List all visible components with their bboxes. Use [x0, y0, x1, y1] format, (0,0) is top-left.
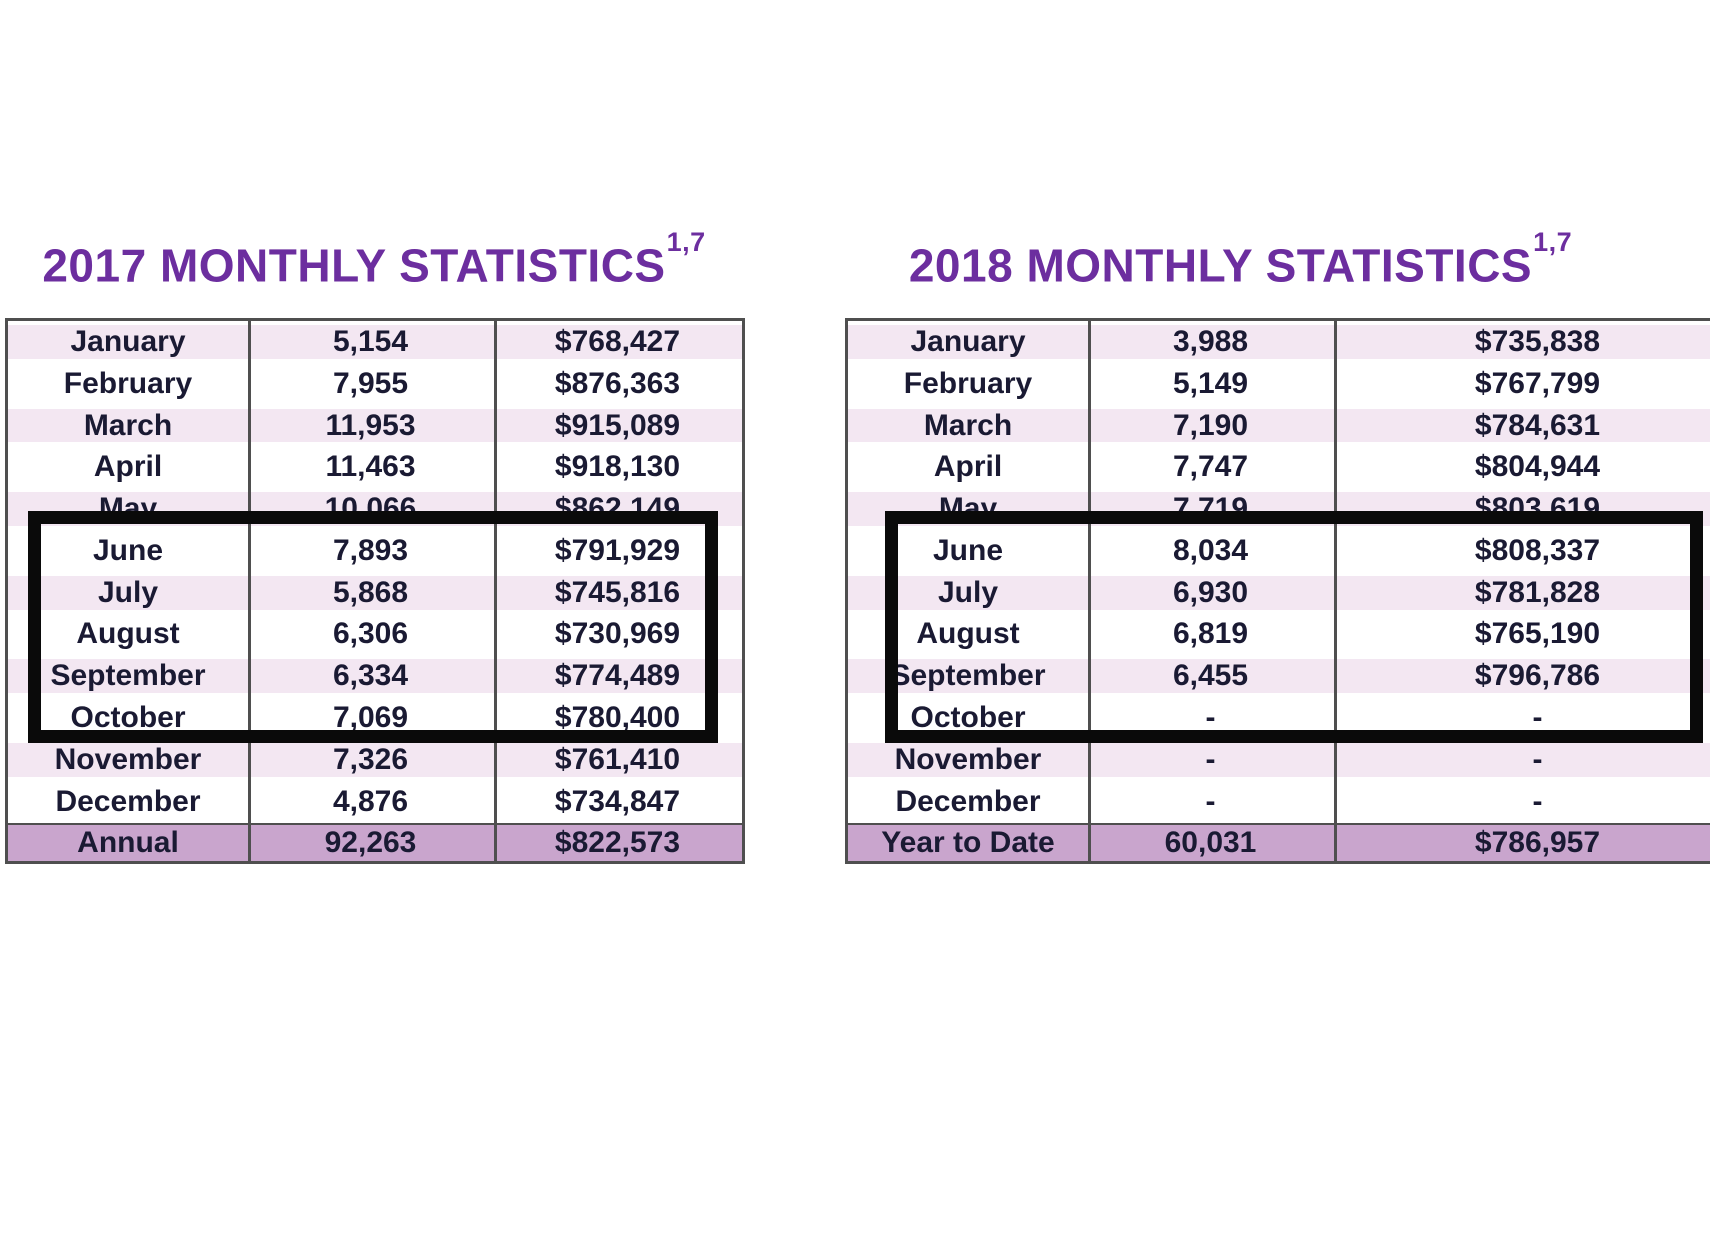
count-cell: 6,334 [332, 659, 409, 693]
count-cell: 11,463 [325, 450, 416, 484]
value-cell: $768,427 [554, 325, 681, 358]
count-cell: 7,719 [1172, 492, 1249, 526]
value-cell: $735,838 [1474, 325, 1601, 358]
table-footer-row [8, 823, 742, 861]
value-cell: $781,828 [1474, 575, 1601, 609]
month-cell: December [895, 784, 1041, 818]
month-cell: Annual [77, 825, 179, 859]
count-cell: 5,154 [332, 325, 409, 358]
month-cell: March [923, 408, 1013, 442]
month-cell: February [903, 366, 1033, 400]
value-cell: $796,786 [1474, 659, 1601, 693]
month-cell: September [50, 659, 206, 693]
count-cell: 60,031 [1164, 825, 1257, 859]
month-cell: November [54, 742, 202, 776]
table-row [848, 655, 1710, 697]
month-cell: January [70, 325, 186, 358]
month-cell: July [937, 575, 999, 609]
title-footnote-superscript: 1,7 [666, 227, 706, 257]
count-cell: 7,069 [332, 701, 409, 735]
count-cell: - [1205, 742, 1216, 776]
table-row [848, 446, 1710, 488]
column-divider [1334, 321, 1337, 861]
table-row [848, 781, 1710, 823]
count-cell: 5,868 [332, 575, 409, 609]
count-cell: 6,306 [332, 617, 409, 651]
value-cell: $786,957 [1474, 825, 1601, 859]
column-divider [494, 321, 497, 861]
count-cell: 4,876 [332, 784, 409, 818]
title-2018-monthly-statistics [845, 226, 1635, 292]
count-cell: 7,955 [332, 366, 409, 400]
table-row [8, 363, 742, 405]
stats-table-2018 [845, 318, 1710, 864]
count-cell: 3,988 [1172, 325, 1249, 358]
title-text: 2017 MONTHLY STATISTICS [42, 239, 666, 292]
value-cell: $862,149 [554, 492, 681, 526]
table-row [848, 488, 1710, 530]
month-cell: August [916, 617, 1020, 651]
table-row [848, 697, 1710, 739]
month-cell: May [98, 492, 158, 526]
count-cell: 6,930 [1172, 575, 1249, 609]
month-cell: October [910, 701, 1026, 735]
title-footnote-superscript: 1,7 [1533, 227, 1573, 257]
value-cell: - [1532, 701, 1543, 735]
table-row [848, 405, 1710, 447]
value-cell: - [1532, 784, 1543, 818]
value-cell: $780,400 [554, 701, 681, 735]
table-row [848, 739, 1710, 781]
count-cell: 92,263 [324, 825, 417, 859]
table-row [848, 572, 1710, 614]
table-row [8, 488, 742, 530]
month-cell: April [93, 450, 163, 484]
month-cell: June [932, 533, 1004, 567]
month-cell: March [83, 408, 173, 442]
month-cell: September [890, 659, 1046, 693]
value-cell: $730,969 [554, 617, 681, 651]
value-cell: $761,410 [554, 742, 681, 776]
value-cell: $784,631 [1474, 408, 1601, 442]
table-row [8, 781, 742, 823]
count-cell: 8,034 [1172, 533, 1249, 567]
column-divider [1088, 321, 1091, 861]
title-text: 2018 MONTHLY STATISTICS [908, 239, 1533, 292]
count-cell: 6,819 [1172, 617, 1249, 651]
month-cell: May [938, 492, 998, 526]
count-cell: 7,190 [1172, 408, 1249, 442]
value-cell: $804,944 [1474, 450, 1601, 484]
column-divider [248, 321, 251, 861]
month-cell: November [894, 742, 1042, 776]
value-cell: $791,929 [554, 533, 681, 567]
value-cell: $876,363 [554, 366, 681, 400]
table-row [848, 614, 1710, 656]
table-row [8, 739, 742, 781]
value-cell: $765,190 [1474, 617, 1601, 651]
value-cell: $915,089 [554, 408, 681, 442]
count-cell: 6,455 [1172, 659, 1249, 693]
month-cell: December [55, 784, 201, 818]
table-row [8, 572, 742, 614]
table-row [8, 614, 742, 656]
month-cell: January [910, 325, 1026, 358]
month-cell: October [70, 701, 186, 735]
count-cell: 5,149 [1172, 366, 1249, 400]
value-cell: $803,619 [1474, 492, 1601, 526]
table-row [8, 405, 742, 447]
value-cell: $745,816 [554, 575, 681, 609]
value-cell: $734,847 [554, 784, 681, 818]
value-cell: - [1532, 742, 1543, 776]
table-row [848, 530, 1710, 572]
stats-table-2017 [5, 318, 745, 864]
table-footer-row [848, 823, 1710, 861]
count-cell: 7,747 [1172, 450, 1249, 484]
count-cell: - [1205, 784, 1216, 818]
month-cell: August [76, 617, 180, 651]
month-cell: July [97, 575, 159, 609]
count-cell: 11,953 [325, 408, 416, 442]
value-cell: $822,573 [554, 825, 681, 859]
value-cell: $774,489 [554, 659, 681, 693]
count-cell: 10,066 [324, 492, 417, 526]
value-cell: $918,130 [554, 450, 681, 484]
month-cell: Year to Date [881, 825, 1055, 859]
count-cell: - [1205, 701, 1216, 735]
table-rows [848, 321, 1710, 861]
value-cell: $767,799 [1474, 366, 1601, 400]
table-row [8, 697, 742, 739]
month-cell: April [933, 450, 1003, 484]
table-row [8, 446, 742, 488]
table-rows [8, 321, 742, 861]
month-cell: February [63, 366, 193, 400]
title-2017-monthly-statistics [5, 226, 742, 292]
table-row [848, 321, 1710, 363]
value-cell: $808,337 [1474, 533, 1601, 567]
count-cell: 7,326 [332, 742, 409, 776]
table-row [8, 530, 742, 572]
month-cell: June [92, 533, 164, 567]
table-row [8, 655, 742, 697]
count-cell: 7,893 [332, 533, 409, 567]
table-row [848, 363, 1710, 405]
table-row [8, 321, 742, 363]
